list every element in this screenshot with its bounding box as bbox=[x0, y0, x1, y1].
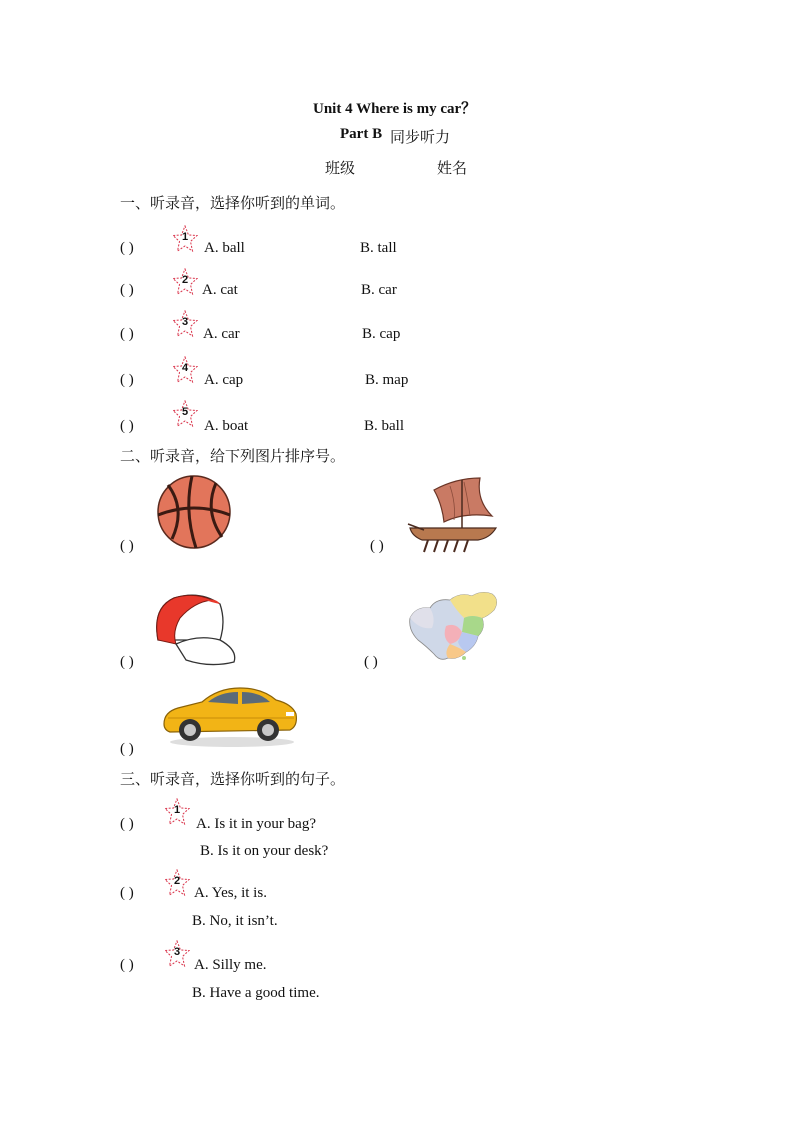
car-picture bbox=[158, 674, 302, 752]
name-label: 姓名 bbox=[437, 161, 468, 177]
option-a[interactable]: A. Silly me. bbox=[194, 957, 267, 973]
part-label: Part B bbox=[340, 126, 383, 142]
answer-blank[interactable]: ( ) bbox=[120, 418, 134, 434]
star-number-icon: 2 bbox=[164, 869, 190, 897]
option-b[interactable]: B. ball bbox=[364, 418, 404, 434]
answer-blank[interactable]: ( ) bbox=[120, 885, 134, 901]
star-number-icon: 4 bbox=[172, 356, 198, 384]
option-a[interactable]: A. car bbox=[203, 326, 240, 342]
answer-blank[interactable]: ( ) bbox=[120, 957, 134, 973]
star-number-icon: 3 bbox=[172, 310, 198, 338]
option-b[interactable]: B. car bbox=[361, 282, 397, 298]
sailing-boat-picture bbox=[404, 472, 504, 558]
class-label: 班级 bbox=[325, 161, 356, 177]
star-number-icon: 3 bbox=[164, 940, 190, 968]
answer-blank[interactable]: ( ) bbox=[120, 282, 134, 298]
option-a[interactable]: A. Is it in your bag? bbox=[196, 816, 316, 832]
option-b[interactable]: B. cap bbox=[362, 326, 401, 342]
option-b[interactable]: B. tall bbox=[360, 240, 397, 256]
option-b[interactable]: B. Is it on your desk? bbox=[200, 843, 329, 859]
option-a[interactable]: A. cap bbox=[204, 372, 244, 388]
map-of-china-picture bbox=[406, 588, 502, 664]
answer-blank[interactable]: ( ) bbox=[120, 538, 134, 554]
section-2-heading: 二、听录音，给下列图片排序号。 bbox=[120, 449, 346, 465]
section-1-heading: 一、听录音，选择你听到的单词。 bbox=[120, 196, 346, 212]
part-subtitle: 同步听力 bbox=[390, 130, 451, 146]
option-a[interactable]: A. cat bbox=[202, 282, 238, 298]
option-b[interactable]: B. map bbox=[365, 372, 409, 388]
answer-blank[interactable]: ( ) bbox=[120, 816, 134, 832]
option-a[interactable]: A. Yes, it is. bbox=[194, 885, 267, 901]
answer-blank[interactable]: ( ) bbox=[120, 240, 134, 256]
option-a[interactable]: A. ball bbox=[204, 240, 245, 256]
star-number-icon: 5 bbox=[172, 400, 198, 428]
page-title: Unit 4 Where is my car？ bbox=[313, 101, 477, 117]
answer-blank[interactable]: ( ) bbox=[120, 654, 134, 670]
option-b[interactable]: B. Have a good time. bbox=[192, 985, 320, 1001]
answer-blank[interactable]: ( ) bbox=[370, 538, 384, 554]
star-number-icon: 2 bbox=[172, 268, 198, 296]
cap-picture bbox=[150, 588, 242, 668]
section-3-heading: 三、听录音，选择你听到的句子。 bbox=[120, 772, 346, 788]
star-number-icon: 1 bbox=[172, 225, 198, 253]
answer-blank[interactable]: ( ) bbox=[120, 372, 134, 388]
answer-blank[interactable]: ( ) bbox=[120, 741, 134, 757]
basketball-picture bbox=[156, 475, 236, 551]
option-b[interactable]: B. No, it isn’t. bbox=[192, 913, 278, 929]
answer-blank[interactable]: ( ) bbox=[364, 654, 378, 670]
answer-blank[interactable]: ( ) bbox=[120, 326, 134, 342]
star-number-icon: 1 bbox=[164, 798, 190, 826]
option-a[interactable]: A. boat bbox=[204, 418, 249, 434]
